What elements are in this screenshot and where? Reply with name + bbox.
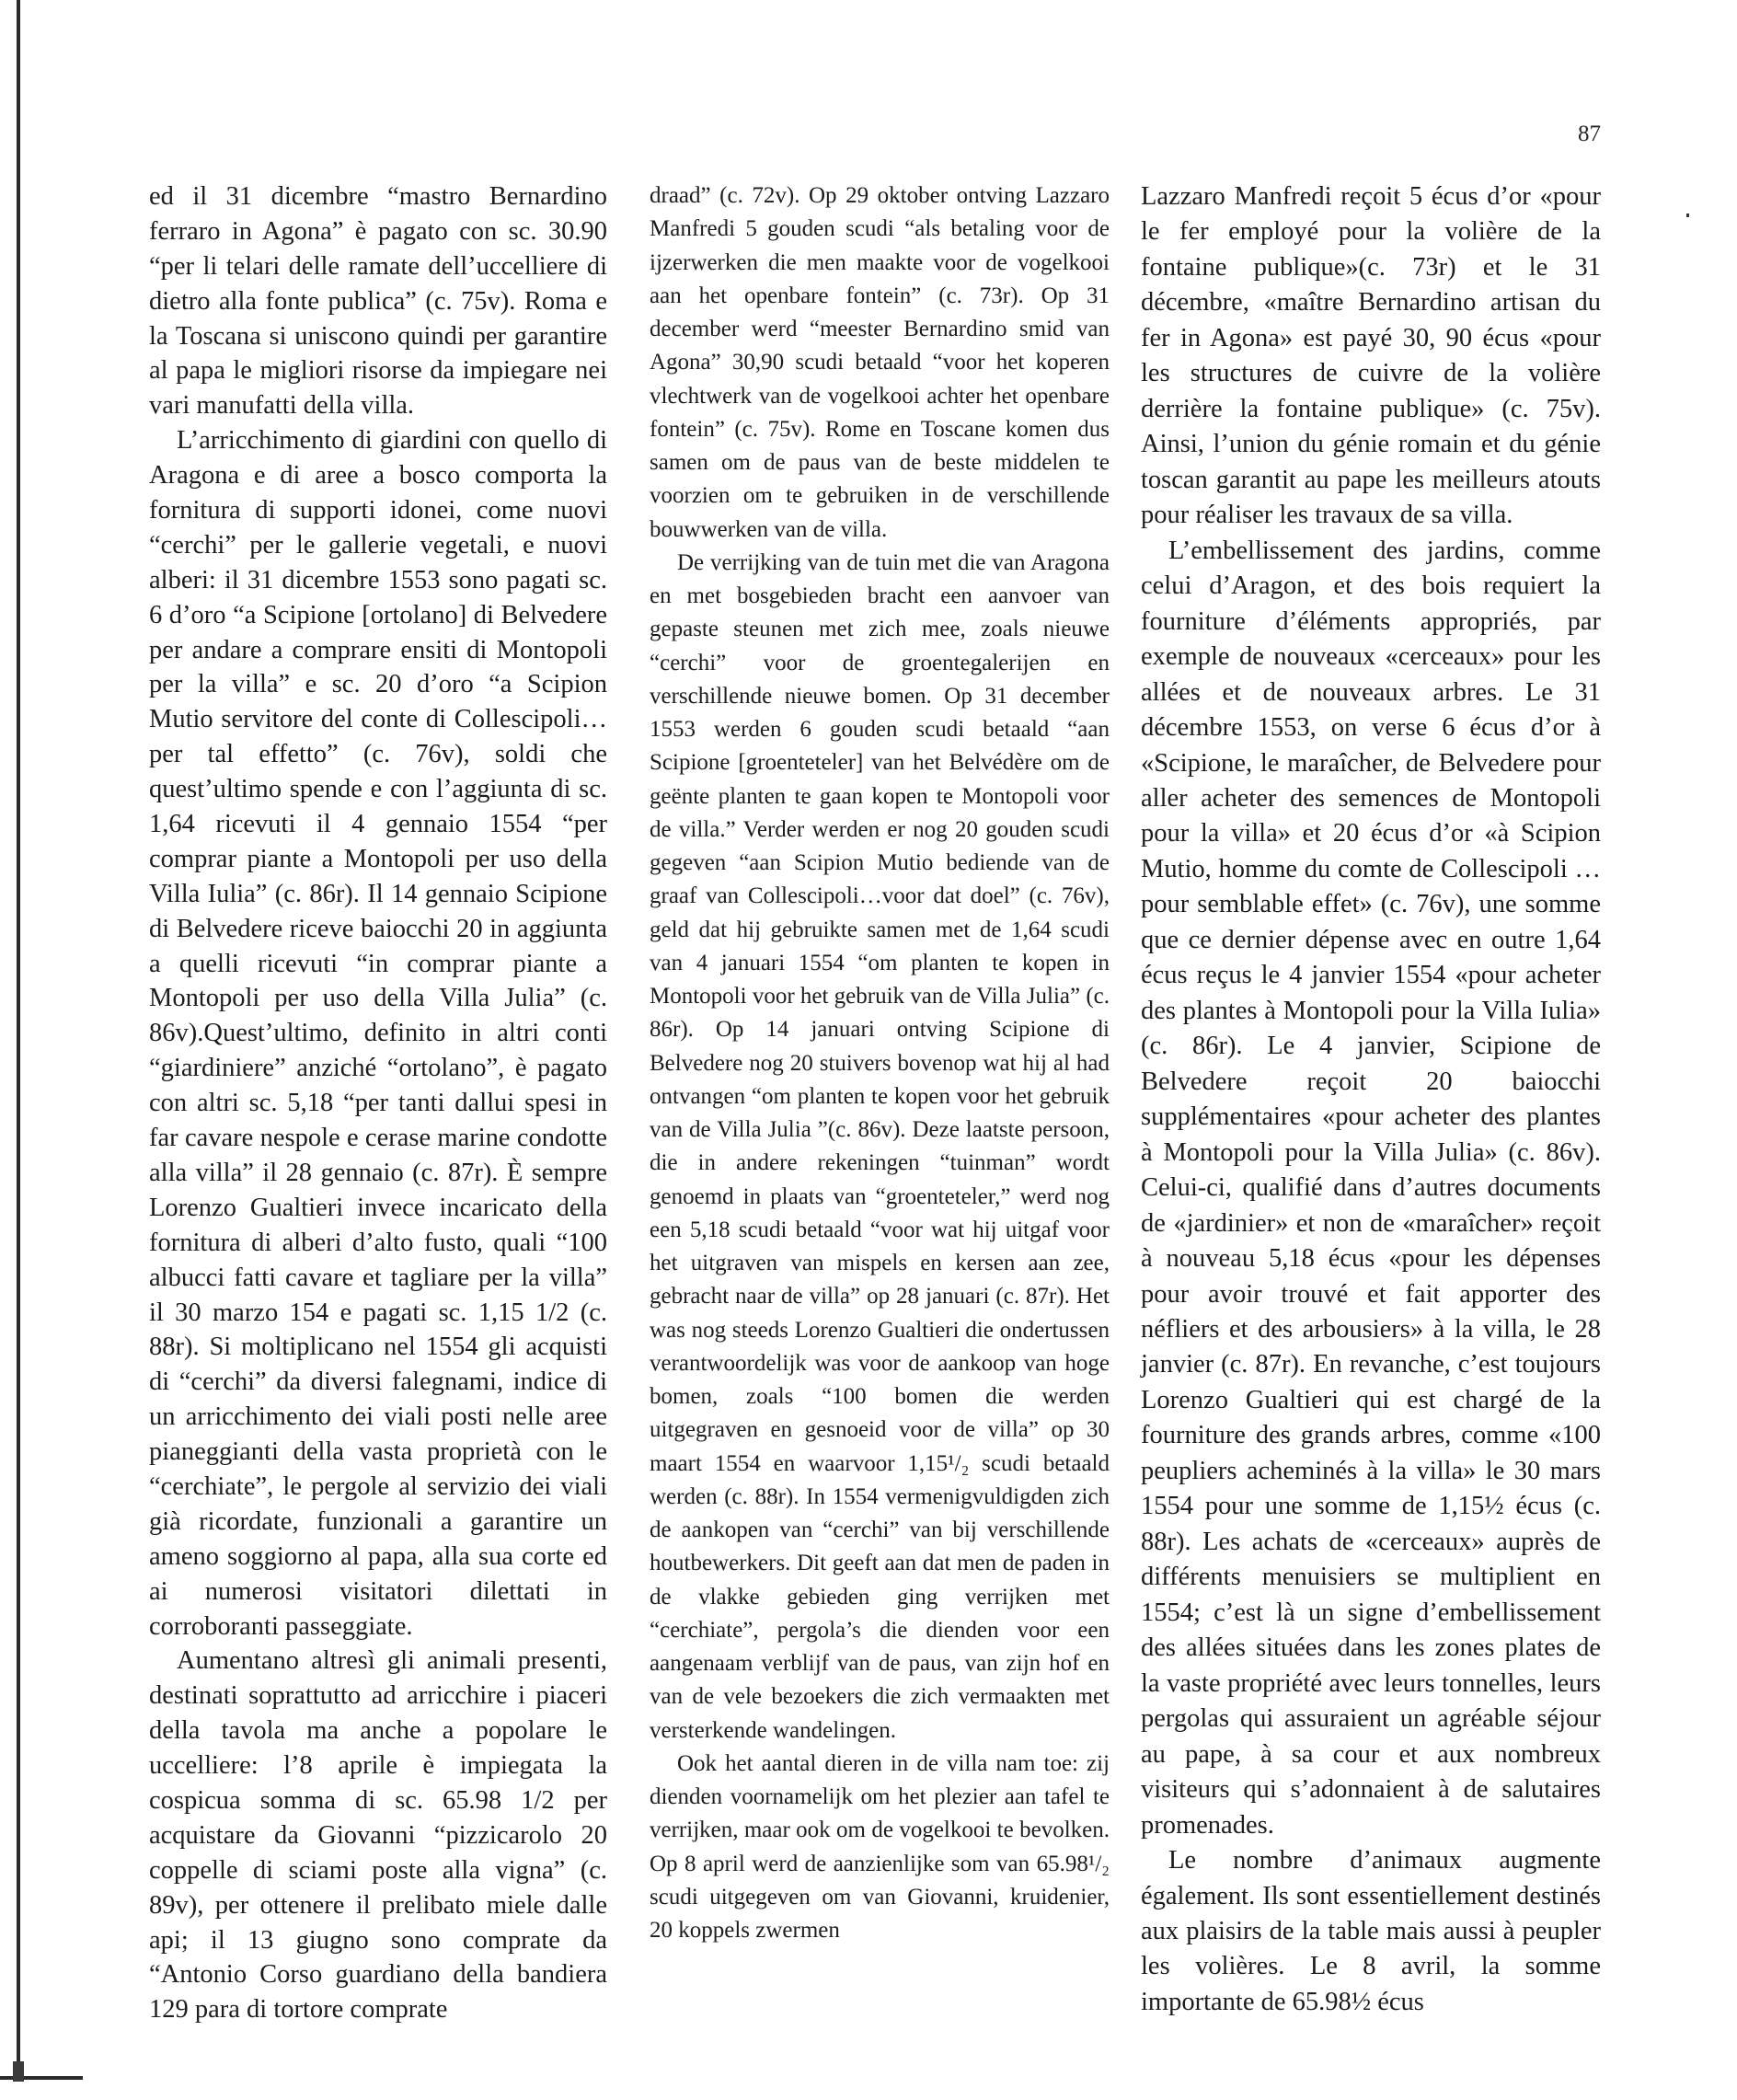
italian-paragraph-3: Aumentano altresì gli animali presenti, destinati soprattutto ad arricchire i piaceri della tavola ma anche a popolare le uccelliere: l’8 aprile è impiegata la cospicua somma di sc. 65.98 1/2 per acquistare da Giovanni “pizzicarolo 20 coppelle di sciami poste alla vigna” (c. 89v), per ottenere il prelibato miele dalle api; il 13 giugno sono comprate da “Antonio Corso guardiano della bandiera 129 para di tortore comprate xyxy=(149,1646,607,2025)
scan-speck xyxy=(1686,213,1689,217)
french-paragraph-1: Lazzaro Manfredi reçoit 5 écus d’or «pour le fer employé pour la volière de la fontaine publique»(c. 73r) et le 31 décembre, «maître Bernardino artisan du fer in Agona» est payé 30, 90 écus «pour les structures de cuivre de la volière derrière la fontaine publique» (c. 75v). Ainsi, l’union du génie romain et du génie toscan garantit au pape les meilleurs atouts pour réaliser les travaux de sa villa. xyxy=(1141,182,1601,530)
dutch-paragraph-3: Ook het aantal dieren in de villa nam toe: zij dienden voornamelijk om het plezier aan tafel te verrijken, maar ook om de vogelkooi te bevolken. Op 8 april werd de aanzienlijke som van 65.98¹/₂ scudi uitgegeven om van Giovanni, kruidenier, 20 koppels zwermen xyxy=(650,1750,1110,1943)
french-paragraph-3: Le nombre d’animaux augmente également. Ils sont essentiellement destinés aux plaisirs de la table mais aussi à peupler les volières. Le 8 avril, la somme importante de 65.98½ écus xyxy=(1141,1846,1601,2016)
binding-corner-mark xyxy=(13,2061,24,2082)
page-number: 87 xyxy=(1578,121,1601,146)
dutch-column xyxy=(650,179,1110,1947)
dutch-paragraph-2: De verrijking van de tuin met die van Aragona en met bosgebieden bracht een aanvoer van gepaste steunen met zich mee, zoals nieuwe “cerchi” voor de groentegalerijen en verschillende nieuwe bomen. Op 31 december 1553 werden 6 gouden scudi betaald “aan Scipione [groenteteler] van het Belvédère om de geënte planten te gaan kopen te Montopoli voor de villa.” Verder werden er nog 20 gouden scudi gegeven “aan Scipion Mutio bediende van de graaf van Collescipoli…voor dat doel” (c. 76v), geld dat hij gebruikte samen met de 1,64 scudi van 4 januari 1554 “om planten te kopen in Montopoli voor het gebruik van de Villa Julia” (c. 86r). Op 14 januari ontving Scipione di Belvedere nog 20 stuivers bovenop wat hij al had ontvangen “om planten te kopen voor het gebruik van de Villa Julia ”(c. 86v). Deze laatste persoon, die in andere rekeningen “tuinman” wordt genoemd in plaats van “groenteteler,” werd nog een 5,18 scudi betaald “voor wat hij uitgaf voor het uitgraven van mispels en kersen aan zee, gebracht naar de villa” op 28 januari (c. 87r). Het was nog steeds Lorenzo Gualtieri die ondertussen verantwoordelijk was voor de aankoop van hoge bomen, zoals “100 bomen die werden uitgegraven en gesnoeid voor de villa” op 30 maart 1554 en waarvoor 1,15¹/₂ scudi betaald werden (c. 88r). In 1554 vermenigvuldigden zich de aankopen van “cerchi” van bij verschillende houtbewerkers. Dit geeft aan dat men de paden in de vlakke gebieden ging verrijken met “cerchiate”, pergola’s die dienden voor een aangenaam verblijf van de paus, van zijn hof en van de vele bezoekers die zich vermaakten met versterkende wandelingen. xyxy=(650,549,1110,1743)
binding-edge-line xyxy=(17,0,20,2082)
dutch-paragraph-1: draad” (c. 72v). Op 29 oktober ontving Lazzaro Manfredi 5 gouden scudi “als betaling voor de ijzerwerken die men maakte voor de vogelkooi aan het openbare fontein” (c. 73r). Op 31 december werd “meester Bernardino smid van Agona” 30,90 scudi betaald “voor het koperen vlechtwerk van de vogelkooi achter het openbare fontein” (c. 75v). Rome en Toscane komen dus samen om de paus van de beste middelen te voorzien om te gebruiken in de verschillende bouwwerken van de villa. xyxy=(650,183,1110,542)
italian-column xyxy=(149,179,607,2027)
french-paragraph-2: L’embellissement des jardins, comme celui d’Aragon, et des bois requiert la fourniture d’éléments appropriés, par exemple de nouveaux «cerceaux» pour les allées et de nouveaux arbres. Le 31 décembre 1553, on verse 6 écus d’or à «Scipione, le maraîcher, de Belvedere pour aller acheter des semences de Montopoli pour la villa» et 20 écus d’or «à Scipion Mutio, homme du comte de Collescipoli … pour semblable effet» (c. 76v), une somme que ce dernier dépense avec en outre 1,64 écus reçus le 4 janvier 1554 «pour acheter des plantes à Montopoli pour la Villa Iulia» (c. 86r). Le 4 janvier, Scipione de Belvedere reçoit 20 baiocchi supplémentaires «pour acheter des plantes à Montopoli pour la Villa Julia» (c. 86v). Celui-ci, qualifié dans d’autres documents de «jardinier» et non de «maraîcher» reçoit à nouveau 5,18 écus «pour les dépenses pour avoir trouvé et fait apporter des néfliers et des arbousiers» à la villa, le 28 janvier (c. 87r). En revanche, c’est toujours Lorenzo Gualtieri qui est chargé de la fourniture des grands arbres, comme «100 peupliers acheminés à la villa» le 30 mars 1554 pour une somme de 1,15½ écus (c. 88r). Les achats de «cerceaux» auprès de différents menuisiers se multiplient en 1554; c’est là un signe d’embellissement des allées situées dans les zones plates de la vaste propriété avec leurs tonnelles, leurs pergolas qui assuraient un agréable séjour au pape, à sa cour et aux nombreux visiteurs qui s’adonnaient à de salutaires promenades. xyxy=(1141,536,1601,1840)
italian-paragraph-2: L’arricchimento di giardini con quello di Aragona e di aree a bosco comporta la fornitura di supporti idonei, come nuovi “cerchi” per le gallerie vegetali, e nuovi alberi: il 31 dicembre 1553 sono pagati sc. 6 d’oro “a Scipione [ortolano] di Belvedere per andare a comprare ensiti di Montopoli per la villa” e sc. 20 d’oro “a Scipion Mutio servitore del conte di Collescipoli…per tal effetto” (c. 76v), soldi che quest’ultimo spende e con l’aggiunta di sc. 1,64 ricevuti il 4 gennaio 1554 “per comprar piante a Montopoli per uso della Villa Iulia” (c. 86r). Il 14 gennaio Scipione di Belvedere riceve baiocchi 20 in aggiunta a quelli ricevuti “in comprar piante a Montopoli per uso della Villa Julia” (c. 86v).Quest’ultimo, definito in altri conti “giardiniere” anziché “ortolano”, è pagato con altri sc. 5,18 “per tanti dallui spesi in far cavare nespole e cerase marine condotte alla villa” il 28 gennaio (c. 87r). È sempre Lorenzo Gualtieri invece incaricato della fornitura di alberi d’alto fusto, quali “100 albucci fatti cavare et tagliare per la villa” il 30 marzo 154 e pagati sc. 1,15 1/2 (c. 88r). Si moltiplicano nel 1554 gli acquisti di “cerchi” da diversi falegnami, indice di un arricchimento dei viali posti nelle aree pianeggianti della vasta proprietà con le “cerchiate”, le pergole al servizio dei viali già ricordate, funzionali a garantire un ameno soggiorno al papa, alla sua corte ed ai numerosi visitatori dilettati in corroboranti passeggiate. xyxy=(149,426,607,1641)
french-column xyxy=(1141,179,1601,2020)
italian-paragraph-1: ed il 31 dicembre “mastro Bernardino ferraro in Agona” è pagato con sc. 30.90 “per li telari delle ramate dell’uccelliere di dietro alla fonte publica” (c. 75v). Roma e la Toscana si uniscono quindi per garantire al papa le migliori risorse da impiegare nei vari manufatti della villa. xyxy=(149,182,607,421)
